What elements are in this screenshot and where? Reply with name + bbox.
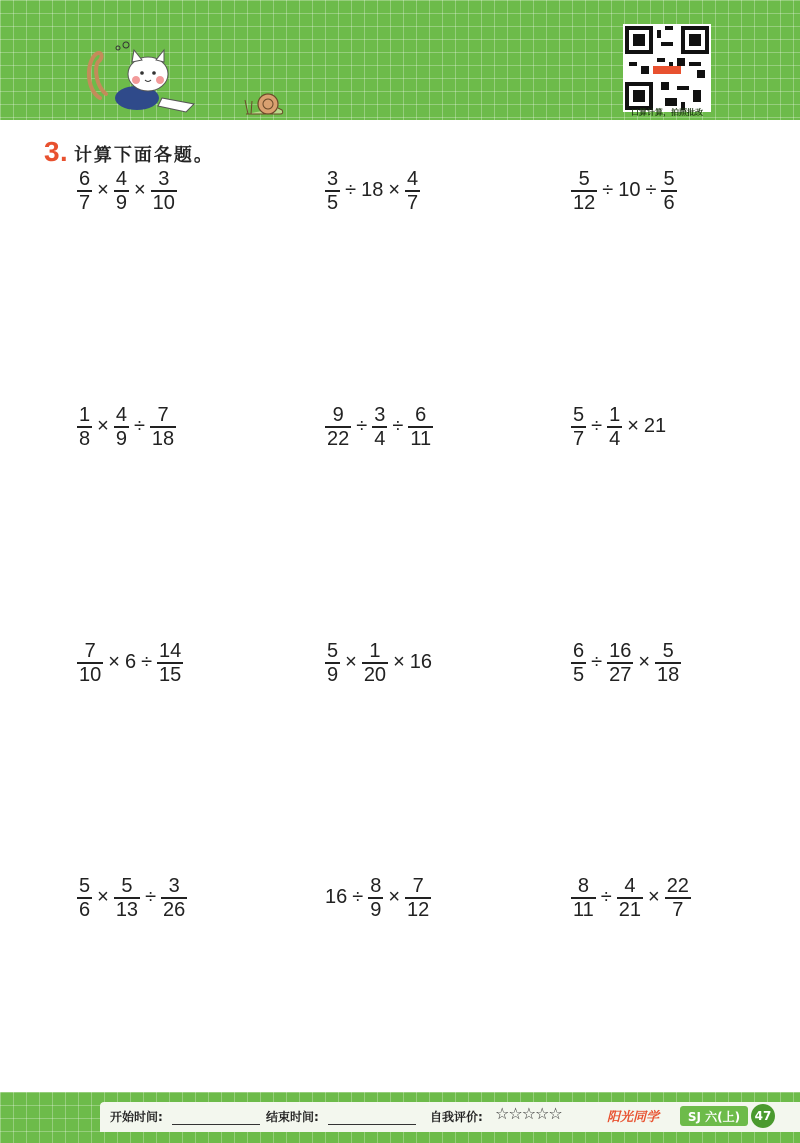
question-number-dot: . xyxy=(59,142,68,167)
denominator: 8 xyxy=(79,427,91,450)
fraction xyxy=(665,875,691,921)
divide-operator: ÷ xyxy=(345,179,357,202)
denominator: 21 xyxy=(618,898,641,921)
denominator: 27 xyxy=(609,663,632,686)
fraction xyxy=(325,168,340,214)
fraction xyxy=(161,875,187,921)
denominator: 12 xyxy=(407,898,430,921)
numerator: 1 xyxy=(609,404,621,426)
integer: 10 xyxy=(618,179,641,202)
integer: 18 xyxy=(361,179,384,202)
numerator: 14 xyxy=(159,640,182,662)
fraction xyxy=(325,640,340,686)
divide-operator: ÷ xyxy=(133,415,145,438)
denominator: 6 xyxy=(79,898,91,921)
fraction xyxy=(571,168,597,214)
fraction xyxy=(150,404,176,450)
qr-caption: 口算计算，拍照批改 xyxy=(631,108,703,117)
divide-operator: ÷ xyxy=(591,415,603,438)
end-time-label: 结束时间: xyxy=(266,1110,319,1124)
fraction xyxy=(405,168,420,214)
denominator: 5 xyxy=(573,663,585,686)
multiply-operator: × xyxy=(388,886,401,909)
denominator: 22 xyxy=(327,427,350,450)
integer: 16 xyxy=(325,886,348,909)
numerator: 9 xyxy=(332,404,344,426)
denominator: 6 xyxy=(663,191,675,214)
denominator: 18 xyxy=(151,427,175,450)
problem-1 xyxy=(76,168,178,214)
numerator: 3 xyxy=(374,404,386,426)
problem-11 xyxy=(324,875,432,921)
denominator: 10 xyxy=(79,663,102,686)
divide-operator: ÷ xyxy=(145,886,157,909)
denominator: 5 xyxy=(327,191,339,214)
multiply-operator: × xyxy=(638,651,651,674)
multiply-operator: × xyxy=(393,651,405,674)
denominator: 20 xyxy=(363,663,387,686)
multiply-operator: × xyxy=(97,886,109,909)
fraction xyxy=(114,168,129,214)
denominator: 26 xyxy=(163,898,186,921)
numerator: 4 xyxy=(115,404,127,426)
fraction xyxy=(661,168,676,214)
numerator: 6 xyxy=(415,404,427,426)
fraction xyxy=(77,640,103,686)
fraction xyxy=(571,875,596,921)
start-time-field[interactable] xyxy=(172,1124,260,1125)
fraction xyxy=(408,404,433,450)
divide-operator: ÷ xyxy=(392,415,404,438)
denominator: 11 xyxy=(573,898,594,921)
problem-9 xyxy=(570,640,682,686)
denominator: 11 xyxy=(410,427,432,450)
numerator: 3 xyxy=(327,168,339,190)
numerator: 3 xyxy=(168,875,180,897)
denominator: 9 xyxy=(115,191,127,214)
numerator: 6 xyxy=(79,168,91,190)
numerator: 1 xyxy=(79,404,91,426)
numerator: 5 xyxy=(573,404,585,426)
problem-7 xyxy=(76,640,184,686)
denominator: 7 xyxy=(79,191,91,214)
denominator: 15 xyxy=(159,663,182,686)
multiply-operator: × xyxy=(97,415,109,438)
fraction xyxy=(617,875,643,921)
numerator: 7 xyxy=(157,404,169,426)
denominator: 12 xyxy=(573,191,596,214)
numerator: 5 xyxy=(79,875,91,897)
fraction xyxy=(372,404,387,450)
fraction xyxy=(114,875,140,921)
fraction xyxy=(77,404,92,450)
divide-operator: ÷ xyxy=(356,415,368,438)
multiply-operator: × xyxy=(345,651,357,674)
grade-badge: SJ 六(上) xyxy=(680,1106,748,1126)
numerator: 5 xyxy=(578,168,590,190)
fraction xyxy=(607,640,633,686)
denominator: 10 xyxy=(152,191,175,214)
numerator: 22 xyxy=(666,875,689,897)
integer: 6 xyxy=(124,651,137,674)
numerator: 5 xyxy=(327,640,339,662)
page-number: 47 xyxy=(751,1104,775,1128)
problem-10 xyxy=(76,875,188,921)
numerator: 5 xyxy=(121,875,133,897)
problem-5 xyxy=(324,404,434,450)
fraction xyxy=(607,404,622,450)
numerator: 4 xyxy=(624,875,636,897)
denominator: 13 xyxy=(115,898,139,921)
integer: 16 xyxy=(409,651,432,674)
numerator: 16 xyxy=(609,640,632,662)
numerator: 4 xyxy=(407,168,419,190)
end-time-field[interactable] xyxy=(328,1124,416,1125)
numerator: 7 xyxy=(84,640,96,662)
divide-operator: ÷ xyxy=(600,886,612,909)
start-time-label: 开始时间: xyxy=(110,1110,163,1124)
denominator: 9 xyxy=(370,898,382,921)
denominator: 18 xyxy=(657,663,680,686)
fraction xyxy=(368,875,383,921)
fraction xyxy=(405,875,431,921)
numerator: 1 xyxy=(369,640,381,662)
fraction xyxy=(325,404,351,450)
problem-8 xyxy=(324,640,433,686)
divide-operator: ÷ xyxy=(352,886,364,909)
denominator: 9 xyxy=(327,663,339,686)
question-title: 计算下面各题。 xyxy=(73,145,214,166)
problem-3 xyxy=(570,168,678,214)
denominator: 9 xyxy=(115,427,127,450)
problem-4 xyxy=(76,404,177,450)
question-number: 3 xyxy=(44,136,60,167)
divide-operator: ÷ xyxy=(645,179,657,202)
numerator: 8 xyxy=(577,875,589,897)
multiply-operator: × xyxy=(97,179,109,202)
denominator: 7 xyxy=(672,898,684,921)
self-rating-label: 自我评价: xyxy=(430,1110,483,1124)
rating-stars[interactable]: ☆☆☆☆☆ xyxy=(495,1104,562,1123)
divide-operator: ÷ xyxy=(141,651,153,674)
multiply-operator: × xyxy=(627,415,639,438)
fraction xyxy=(571,640,586,686)
denominator: 7 xyxy=(407,191,419,214)
numerator: 5 xyxy=(662,640,674,662)
divide-operator: ÷ xyxy=(602,179,614,202)
brand-logo: 阳光同学 xyxy=(607,1110,660,1125)
fraction xyxy=(114,404,129,450)
denominator: 4 xyxy=(374,427,386,450)
denominator: 4 xyxy=(609,427,621,450)
multiply-operator: × xyxy=(133,179,146,202)
integer: 21 xyxy=(643,415,667,438)
problem-2 xyxy=(324,168,421,214)
numerator: 3 xyxy=(158,168,170,190)
fraction xyxy=(655,640,681,686)
multiply-operator: × xyxy=(648,886,660,909)
multiply-operator: × xyxy=(388,179,401,202)
problem-12 xyxy=(570,875,692,921)
fraction xyxy=(77,875,92,921)
fraction xyxy=(362,640,388,686)
multiply-operator: × xyxy=(108,651,120,674)
fraction xyxy=(157,640,183,686)
problem-6 xyxy=(570,404,667,450)
fraction xyxy=(151,168,177,214)
numerator: 5 xyxy=(663,168,675,190)
fraction xyxy=(571,404,586,450)
numerator: 4 xyxy=(115,168,127,190)
fraction xyxy=(77,168,92,214)
denominator: 7 xyxy=(573,427,585,450)
numerator: 6 xyxy=(573,640,585,662)
divide-operator: ÷ xyxy=(591,651,603,674)
numerator: 7 xyxy=(412,875,424,897)
numerator: 8 xyxy=(370,875,382,897)
